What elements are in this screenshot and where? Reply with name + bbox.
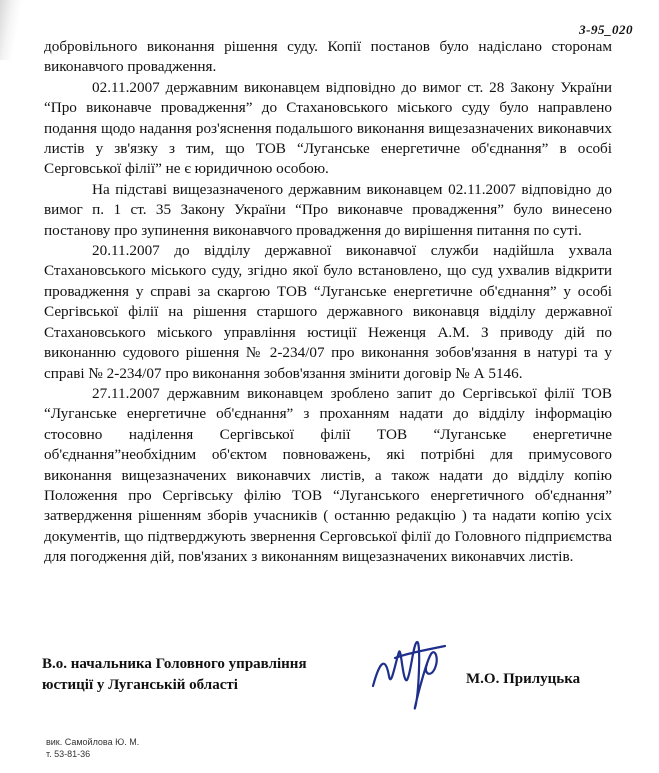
paragraph-5: 27.11.2007 державним виконавцем зроблено запит до Сергівської філії ТОВ “Луганське енергетичне об'єднання” з проханням надати до відділу інформацію стосовно наділення Сергівської філії ТОВ “Луганське енергетичне об'єднання”необхідним об'єктом повноважень, які потрібні для примусового виконання вищезазначених виконавчих листів, а також надати до відділу копію Положення про Сергівську філію ТОВ “Луганського енергетичного об'єднання” затвердження рішенням зборів учасників ( останню редакцію ) та надати копію усіх документів, що підтверджують звернення Серговської філії до Головного підприємства для погодження дій, пов'язаних з виконанням вищезазначених виконавчих листів. [44,384,612,566]
signatory-name: М.О. Прилуцька [466,671,581,687]
paragraph-2: 02.11.2007 державним виконавцем відповідно до вимог ст. 28 Закону України “Про виконавче провадження” до Стахановського міського суду було направлено подання щодо надання роз'яснення подальшого виконання вищезазначених виконавчих листів у зв'язку з тим, що ТОВ “Луганське енергетичне об'єднання” в особі Серговської філії” не є юридичною особою. [44,78,612,178]
signatory-position [42,654,307,696]
signatory-position-line-2: юстиції у Луганській області [42,677,238,693]
document-number: 3-95_020 [579,22,633,37]
paragraph-3: На підставі вищезазначеного державним виконавцем 02.11.2007 відповідно до вимог п. 1 ст. 35 Закону України “Про виконавче провадження” було винесено постанову про зупинення виконавчого провадження до вирішення питання по суті. [44,180,612,239]
executor-name: вик. Самойлова Ю. М. [46,737,140,747]
signatory-position-line-1: В.о. начальника Головного управління [42,656,307,672]
letter-body [44,37,612,568]
executor-phone: т. 53-81-36 [46,749,91,759]
executor-info [46,736,139,760]
handwritten-signature [365,624,455,714]
paragraph-4: 20.11.2007 до відділу державної виконавчої служби надійшла ухвала Стахановського міського суду, згідно якої було встановлено, що суд ухвалив відкрити провадження у справі за скаргою ТОВ “Луганське енергетичне об'єднання” у особі Сергівської філії на рішення старшого державного виконавця відділу державної Стахановського міського управління юстиції Неженця А.М. З приводу дій по виконанню судового рішення № 2-234/07 про виконання зобов'язання в натурі та у справі № 2-234/07 про виконання зобов'язання змінити договір № А 5146. [44,242,612,382]
scan-edge-shadow [0,0,22,60]
paragraph-1: добровільного виконання рішення суду. Копії постанов було надіслано сторонам виконавчого провадження. [44,38,612,76]
